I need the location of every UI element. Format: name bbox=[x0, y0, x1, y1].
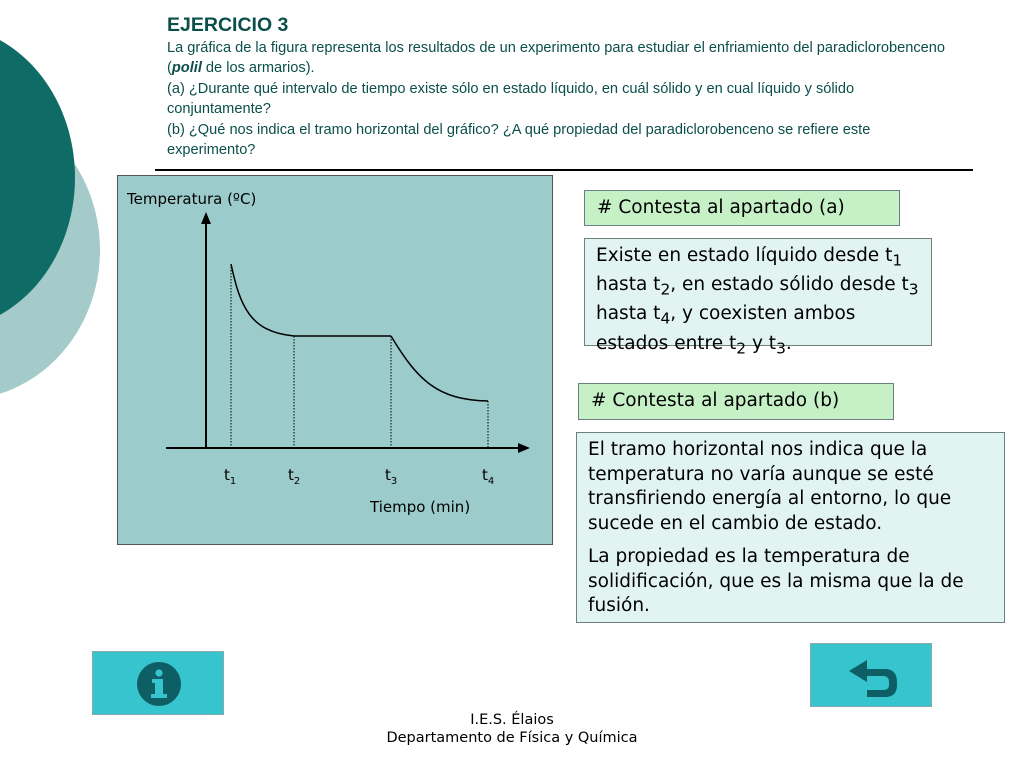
tick-label-t2: $t_2$ bbox=[288, 466, 301, 487]
statement-text: La gráfica de la figura representa los resultados de un experimento para estudiar el enfriamiento del paradiclorobenceno ( bbox=[167, 40, 946, 77]
y-axis-label: Temperatura (ºC) bbox=[127, 190, 257, 208]
return-button[interactable] bbox=[810, 643, 932, 707]
answer-part-b-text-1: El tramo horizontal nos indica que la temperatura no varía aunque se esté transfiriendo energía al entorno, lo que sucede en el cambio de estado. bbox=[588, 439, 952, 534]
answer-part-a-text: Existe en estado líquido desde $t_1$ hasta $t_2$, en estado sólido desde $t_3$ hasta $t_4$, y coexisten ambos estados entre $t_2$ y $t_3$. bbox=[596, 245, 919, 358]
prompt-part-b bbox=[578, 383, 894, 420]
exercise-header bbox=[167, 14, 957, 160]
question-b: (b) ¿Qué nos indica el tramo horizontal del gráfico? ¿A qué propiedad del paradiclorobenceno se refiere este experimento? bbox=[167, 121, 871, 159]
tick-label-t3: $t_3$ bbox=[385, 466, 398, 487]
statement-text-end: de los armarios). bbox=[201, 60, 315, 77]
statement-bold: polil bbox=[171, 60, 202, 77]
solid-cooling-curve bbox=[391, 336, 488, 401]
footer bbox=[0, 711, 1024, 747]
footer-school: I.E.S. Élaios bbox=[470, 712, 554, 728]
x-axis-label: Tiempo (min) bbox=[370, 498, 471, 516]
prompt-part-a-text: # Contesta al apartado (a) bbox=[597, 197, 845, 218]
exercise-statement bbox=[167, 38, 957, 79]
prompt-part-b-text: # Contesta al apartado (b) bbox=[591, 390, 840, 411]
answer-part-a bbox=[584, 238, 932, 358]
x-axis-arrowhead bbox=[518, 443, 530, 453]
exercise-title: EJERCICIO 3 bbox=[167, 14, 289, 36]
liquid-cooling-curve bbox=[231, 264, 294, 336]
answer-part-b bbox=[576, 432, 1005, 623]
prompt-part-a bbox=[584, 190, 900, 226]
return-arrow-icon bbox=[811, 644, 933, 708]
cooling-graph-panel bbox=[117, 175, 553, 545]
header-divider bbox=[155, 169, 973, 171]
y-axis-arrowhead bbox=[201, 212, 211, 224]
answer-part-b-text-2: La propiedad es la temperatura de solidificación, que es la misma que la de fusión. bbox=[588, 546, 964, 616]
footer-department: Departamento de Física y Química bbox=[386, 730, 638, 746]
question-a: (a) ¿Durante qué intervalo de tiempo existe sólo en estado líquido, en cuál sólido y en cual líquido y sólido conjuntamente? bbox=[167, 80, 855, 118]
info-button[interactable] bbox=[92, 651, 224, 715]
cooling-curve-figure bbox=[118, 176, 552, 544]
tick-label-t1: $t_1$ bbox=[224, 466, 237, 487]
tick-label-t4: $t_4$ bbox=[482, 466, 495, 487]
info-icon bbox=[93, 652, 225, 716]
